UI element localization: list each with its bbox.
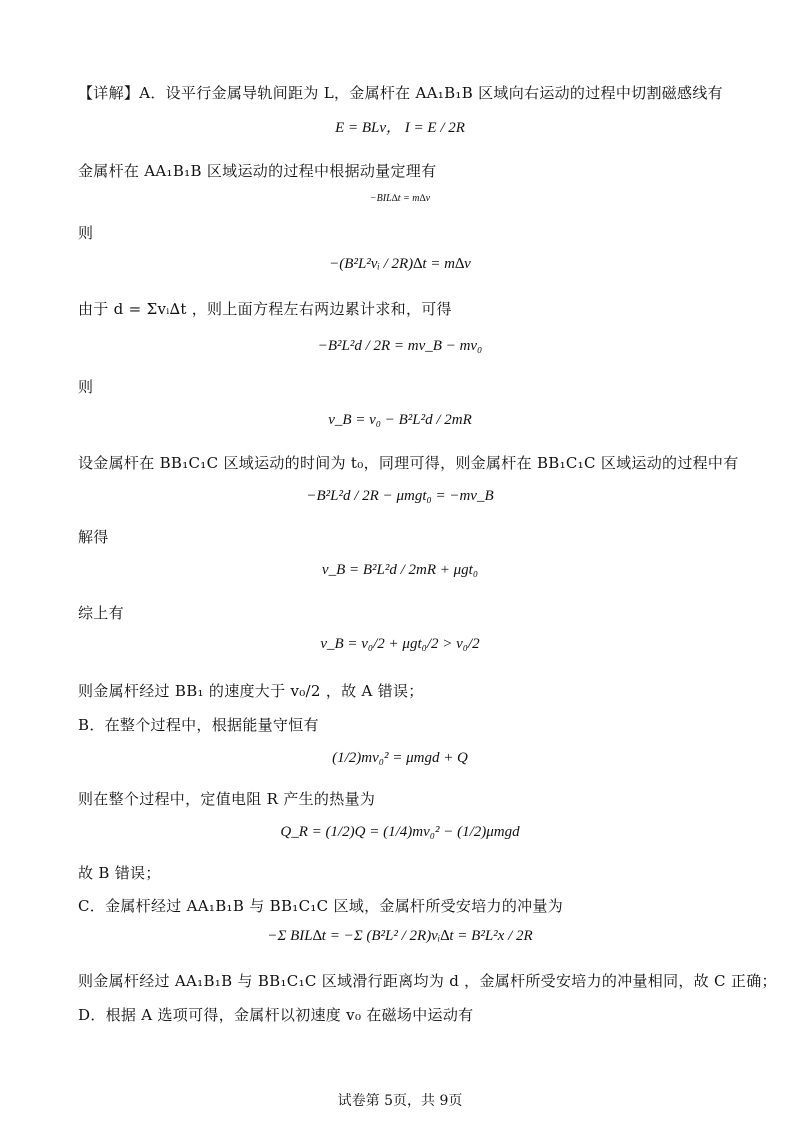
equation-3: −(B²L²vᵢ / 2R)∆t = m∆v <box>329 256 471 272</box>
equation-2: −BIL∆t = m∆v <box>369 193 431 204</box>
text-line-14: 则金属杆经过 AA₁B₁B 与 BB₁C₁C 区域滑行距离均为 d ，金属杆所受安培力的冲量相同，故 C 正确； <box>78 972 777 990</box>
text-line-8: 综上有 <box>78 604 124 622</box>
text-line-2: 金属杆在 AA₁B₁B 区域运动的过程中根据动量定理有 <box>78 162 437 180</box>
text-line-15: D．根据 A 选项可得，金属杆以初速度 v₀ 在磁场中运动有 <box>78 1006 474 1024</box>
text-line-5: 则 <box>78 378 94 396</box>
equation-7: v_B = B²L²d / 2mR + μgt₀ <box>321 562 479 578</box>
equation-9: (1/2)mv₀² = μmgd + Q <box>332 750 468 766</box>
text-line-7: 解得 <box>78 528 109 546</box>
text-line-9: 则金属杆经过 BB₁ 的速度大于 v₀/2 ，故 A 错误； <box>78 682 424 700</box>
equation-11: −Σ BIL∆t = −Σ (B²L² / 2R)vᵢ∆t = B²L²x / 2R <box>267 928 533 944</box>
text-line-12: 故 B 错误； <box>78 864 161 882</box>
text-line-10: B．在整个过程中，根据能量守恒有 <box>78 716 319 734</box>
text-line-6: 设金属杆在 BB₁C₁C 区域运动的时间为 t₀，同理可得，则金属杆在 BB₁C₁C 区域运动的过程中有 <box>78 454 739 472</box>
equation-8: v_B = v₀/2 + μgt₀/2 > v₀/2 <box>320 636 480 652</box>
equation-4: −B²L²d / 2R = mv_B − mv₀ <box>317 338 483 354</box>
page-footer: 试卷第 5页，共 9页 <box>337 1093 463 1109</box>
text-line-11: 则在整个过程中，定值电阻 R 产生的热量为 <box>78 790 376 808</box>
text-line-13: C．金属杆经过 AA₁B₁B 与 BB₁C₁C 区域，金属杆所受安培力的冲量为 <box>78 897 564 915</box>
equation-5: v_B = v₀ − B²L²d / 2mR <box>328 412 472 428</box>
equation-10: Q_R = (1/2)Q = (1/4)mv₀² − (1/2)μmgd <box>280 824 520 840</box>
text-line-3: 则 <box>78 224 94 242</box>
equation-1: E = BLv， I = E / 2R <box>335 120 465 136</box>
equation-6: −B²L²d / 2R − μmgt₀ = −mv_B <box>306 488 494 504</box>
text-line-4: 由于 d = Σvᵢ∆t ，则上面方程左右两边累计求和，可得 <box>78 300 452 318</box>
text-line-1: 【详解】A．设平行金属导轨间距为 L，金属杆在 AA₁B₁B 区域向右运动的过程中切割磁感线有 <box>78 84 723 102</box>
